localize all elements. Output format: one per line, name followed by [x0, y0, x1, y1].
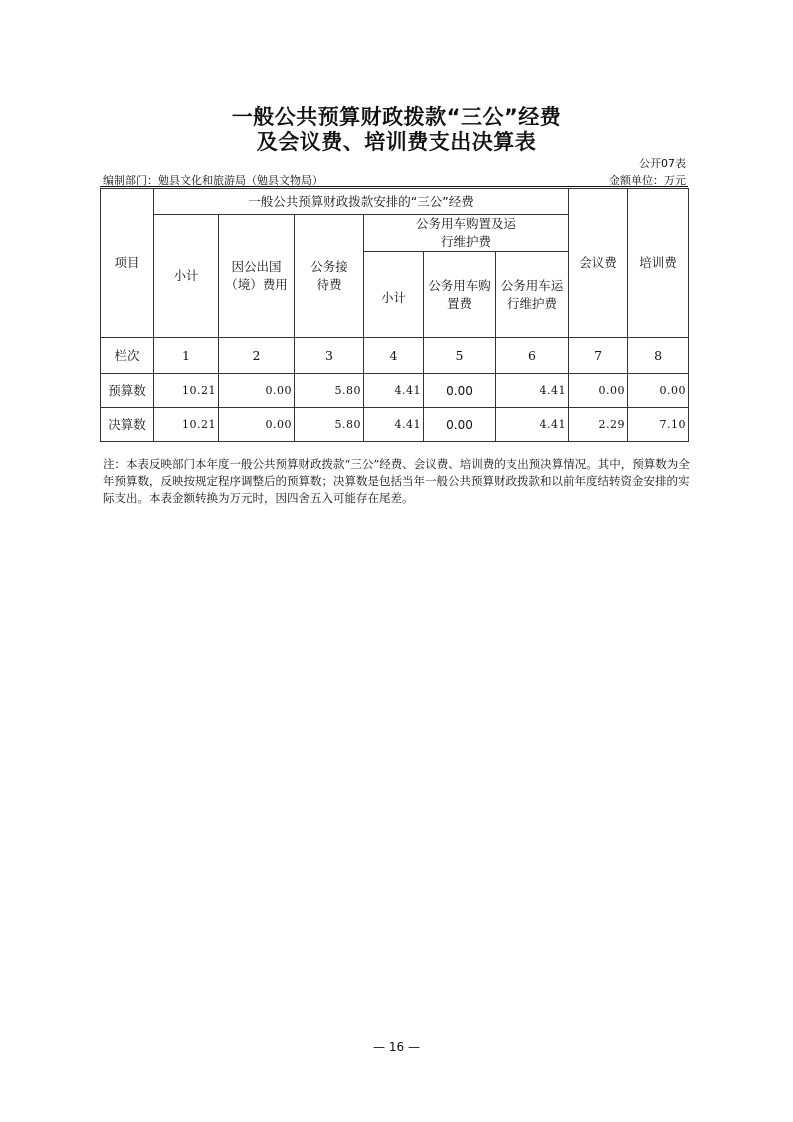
cell-value: 0.00: [219, 374, 295, 408]
header-training: 培训费: [628, 189, 689, 338]
table-row: [101, 408, 689, 442]
cell-value: 4.41: [496, 408, 569, 442]
cell-value: 4.41: [364, 408, 424, 442]
cell-value: 0.00: [219, 408, 295, 442]
col-number: 6: [496, 338, 569, 374]
col-number: 5: [424, 338, 496, 374]
header-sangong-group: 一般公共预算财政拨款安排的“三公”经费: [154, 189, 569, 215]
header-vehicle-group: 公务用车购置及运行维护费: [364, 215, 569, 252]
cell-value: 4.41: [364, 374, 424, 408]
report-title-line1: 一般公共预算财政拨款“三公”经费: [231, 105, 562, 129]
header-rule: [100, 186, 688, 187]
col-number: 3: [295, 338, 364, 374]
cell-value: 0.00: [569, 374, 628, 408]
cell-value: 5.80: [295, 374, 364, 408]
header-vehicle-purchase: 公务用车购置费: [424, 252, 496, 338]
header-item: 项目: [101, 189, 154, 338]
header-reception: 公务接待费: [295, 215, 364, 338]
header-abroad: 因公出国（境）费用: [219, 215, 295, 338]
cell-value: 0.00: [424, 408, 496, 442]
unit-label: 金额单位：万元: [609, 174, 686, 187]
row-label: 预算数: [101, 374, 154, 408]
col-row-label: 栏次: [101, 338, 154, 374]
col-number: 4: [364, 338, 424, 374]
page-number: — 16 —: [373, 1040, 420, 1054]
report-title-line2: 及会议费、培训费支出决算表: [256, 130, 537, 154]
department-label: 编制部门：勉县文化和旅游局（勉县文物局）: [103, 174, 323, 187]
cell-value: 10.21: [154, 374, 219, 408]
cell-value: 7.10: [628, 408, 689, 442]
row-label: 决算数: [101, 408, 154, 442]
header-subtotal: 小计: [154, 215, 219, 338]
cell-value: 4.41: [496, 374, 569, 408]
cell-value: 2.29: [569, 408, 628, 442]
col-number: 7: [569, 338, 628, 374]
expense-table: [100, 188, 689, 442]
cell-value: 10.21: [154, 408, 219, 442]
col-number: 1: [154, 338, 219, 374]
col-number: 2: [219, 338, 295, 374]
form-code: 公开07表: [639, 157, 686, 170]
cell-value: 0.00: [628, 374, 689, 408]
col-number: 8: [628, 338, 689, 374]
header-meeting: 会议费: [569, 189, 628, 338]
cell-value: 5.80: [295, 408, 364, 442]
table-row: [101, 374, 689, 408]
table-note: 注：本表反映部门本年度一般公共预算财政拨款“三公”经费、会议费、培训费的支出预决算情况。其中，预算数为全年预算数，反映按规定程序调整后的预算数；决算数是包括当年一般公共预算财政拨款和以前年度结转资金安排的实际支出。本表金额转换为万元时，因四舍五入可能存在尾差。: [103, 457, 690, 505]
cell-value: 0.00: [424, 374, 496, 408]
header-vehicle-operation: 公务用车运行维护费: [496, 252, 569, 338]
header-vehicle-subtotal: 小计: [364, 252, 424, 338]
